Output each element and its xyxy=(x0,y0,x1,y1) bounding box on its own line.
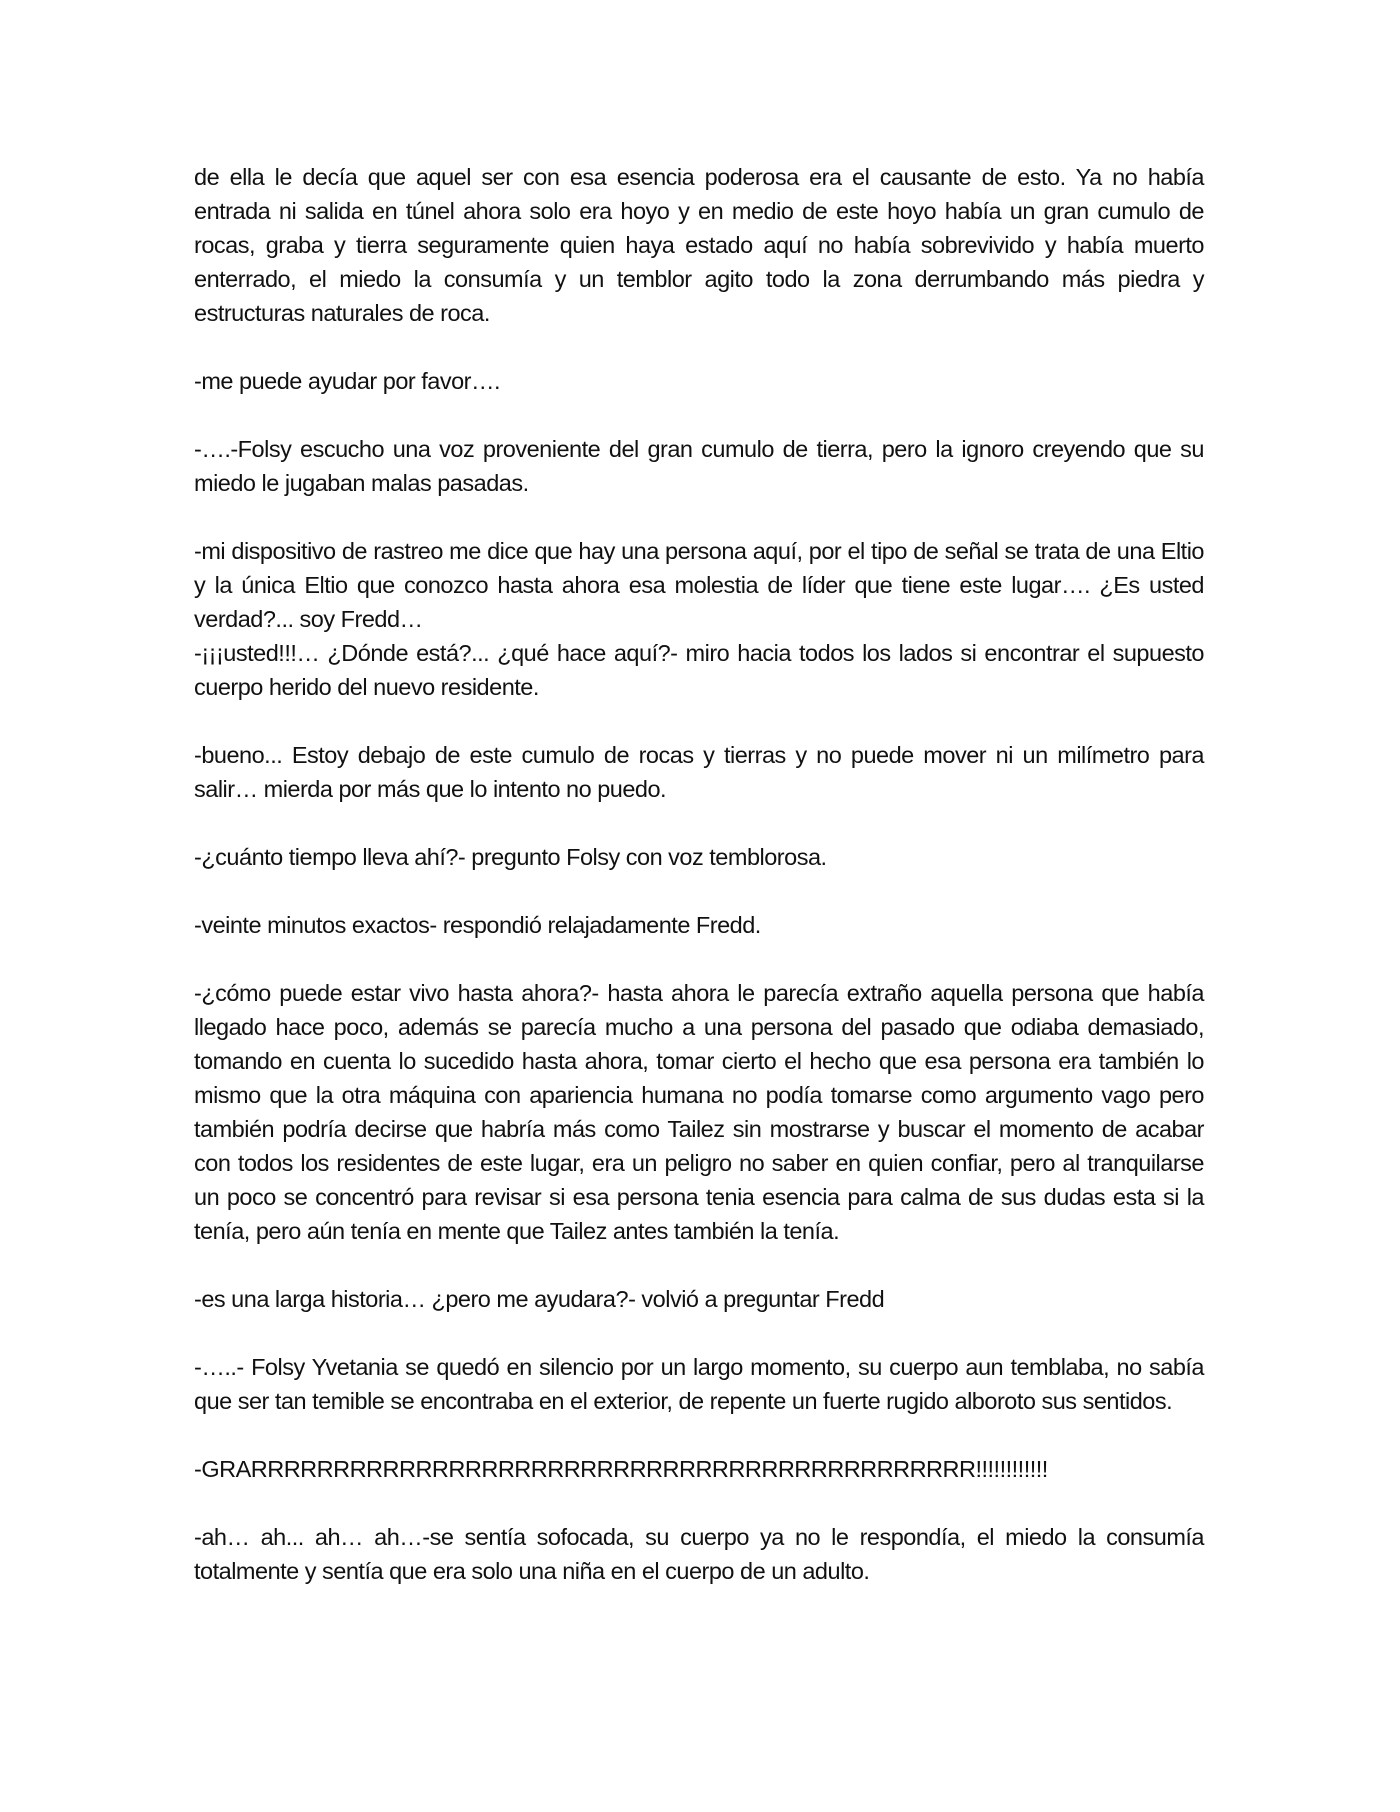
paragraph-3: -….-Folsy escucho una voz proveniente del gran cumulo de tierra, pero la ignoro creyendo que su miedo le jugaban malas pasadas. xyxy=(194,436,1204,496)
paragraph-6: -bueno... Estoy debajo de este cumulo de rocas y tierras y no puede mover ni un milímetro para salir… mierda por más que lo intento no puedo. xyxy=(194,742,1204,802)
paragraph-11: -…..- Folsy Yvetania se quedó en silencio por un largo momento, su cuerpo aun temblaba, no sabía que ser tan temible se encontraba en el exterior, de repente un fuerte rugido alboroto sus sentidos. xyxy=(194,1354,1204,1414)
paragraph-12: -GRARRRRRRRRRRRRRRRRRRRRRRRRRRRRRRRRRRRRRRRRRRRR!!!!!!!!!!!! xyxy=(194,1456,1048,1482)
paragraph-5: -¡¡¡usted!!!… ¿Dónde está?... ¿qué hace aquí?- miro hacia todos los lados si encontrar el supuesto cuerpo herido del nuevo residente. xyxy=(194,640,1204,700)
paragraph-13: -ah… ah... ah… ah…-se sentía sofocada, su cuerpo ya no le respondía, el miedo la consumía totalmente y sentía que era solo una niña en el cuerpo de un adulto. xyxy=(194,1524,1204,1584)
paragraph-4: -mi dispositivo de rastreo me dice que hay una persona aquí, por el tipo de señal se trata de una Eltio y la única Eltio que conozco hasta ahora esa molestia de líder que tiene este lugar…. ¿Es usted verdad?... soy Fredd… xyxy=(194,538,1204,632)
document-body xyxy=(194,160,1204,1622)
paragraph-8: -veinte minutos exactos- respondió relajadamente Fredd. xyxy=(194,912,761,938)
paragraph-7: -¿cuánto tiempo lleva ahí?- pregunto Folsy con voz temblorosa. xyxy=(194,844,827,870)
paragraph-9: -¿cómo puede estar vivo hasta ahora?- hasta ahora le parecía extraño aquella persona que había llegado hace poco, además se parecía mucho a una persona del pasado que odiaba demasiado, tomando en cuenta lo sucedido hasta ahora, tomar cierto el hecho que esa persona era también lo mismo que la otra máquina con apariencia humana no podía tomarse como argumento vago pero también podría decirse que habría más como Tailez sin mostrarse y buscar el momento de acabar con todos los residentes de este lugar, era un peligro no saber en quien confiar, pero al tranquilarse un poco se concentró para revisar si esa persona tenia esencia para calma de sus dudas esta si la tenía, pero aún tenía en mente que Tailez antes también la tenía. xyxy=(194,980,1204,1244)
paragraph-2: -me puede ayudar por favor…. xyxy=(194,368,501,394)
paragraph-1: de ella le decía que aquel ser con esa esencia poderosa era el causante de esto. Ya no había entrada ni salida en túnel ahora solo era hoyo y en medio de este hoyo había un gran cumulo de rocas, graba y tierra seguramente quien haya estado aquí no había sobrevivido y había muerto enterrado, el miedo la consumía y un temblor agito todo la zona derrumbando más piedra y estructuras naturales de roca. xyxy=(194,164,1204,326)
paragraph-10: -es una larga historia… ¿pero me ayudara?- volvió a preguntar Fredd xyxy=(194,1286,885,1312)
